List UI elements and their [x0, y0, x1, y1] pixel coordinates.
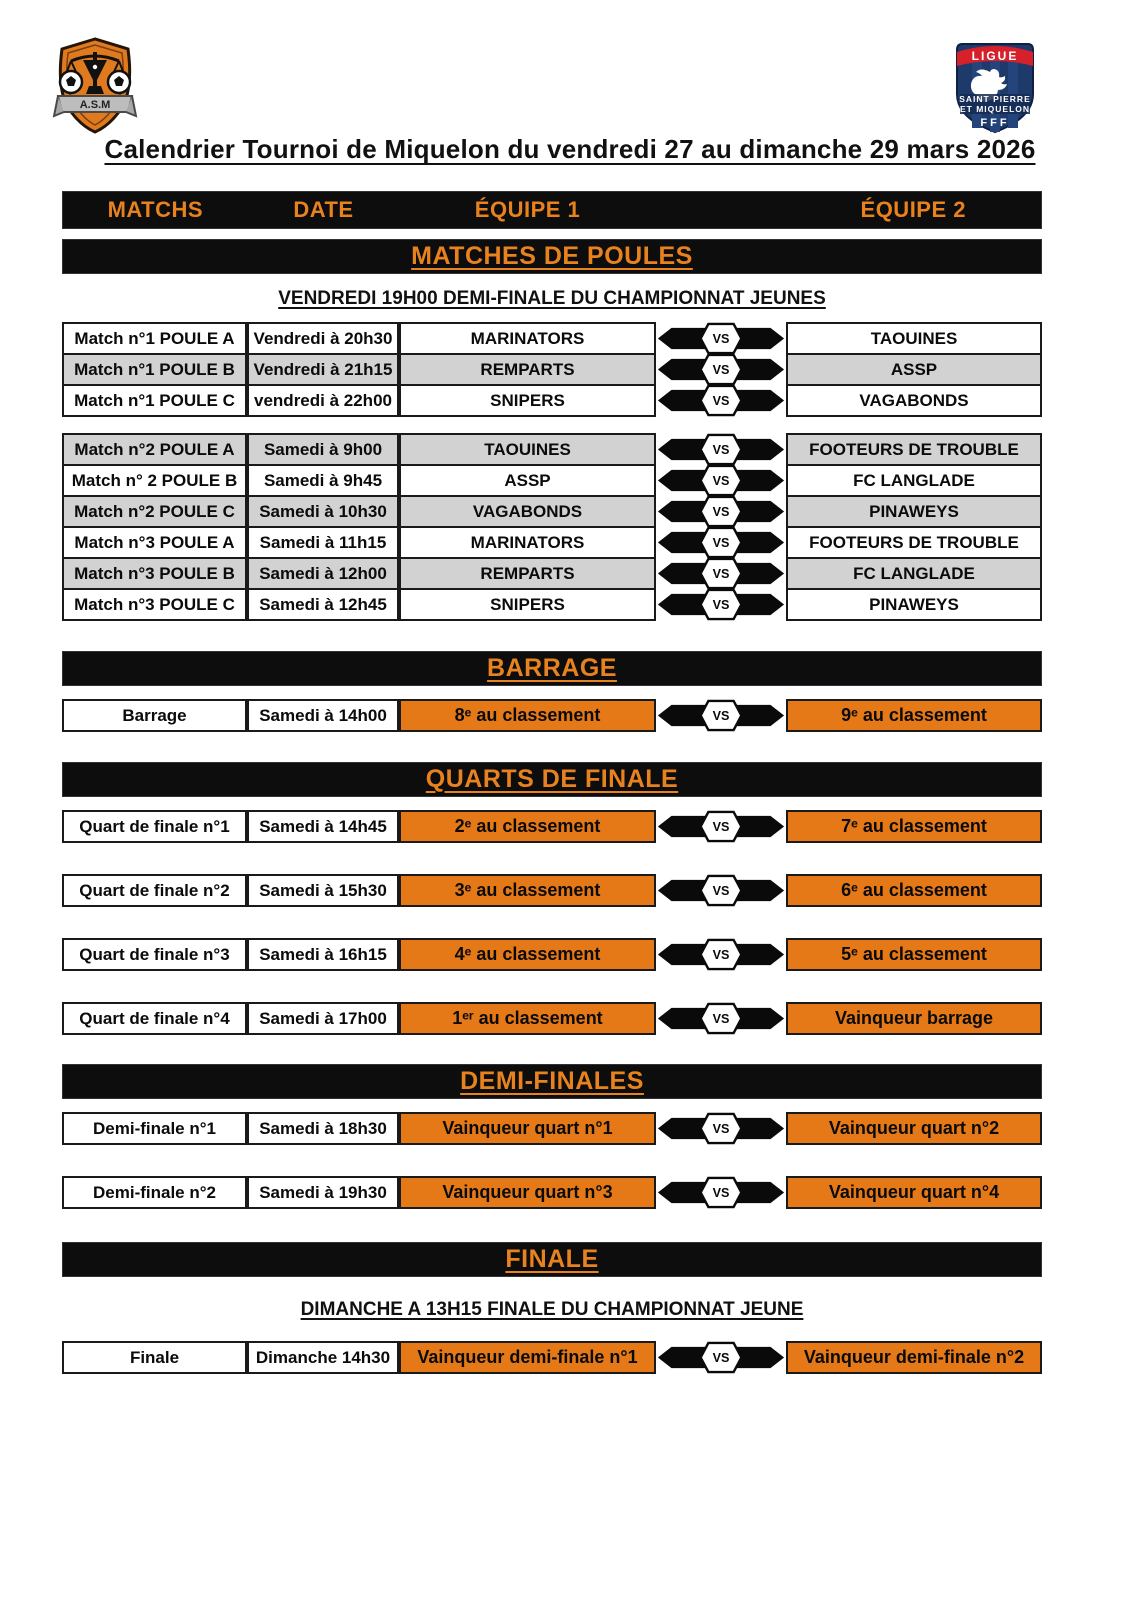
- vs-badge: [656, 1341, 786, 1374]
- match-row: [62, 1112, 1042, 1145]
- asm-banner-label: A.S.M: [79, 99, 111, 111]
- team2-cell: Vainqueur demi-finale n°2: [786, 1341, 1042, 1374]
- section-title-quarts: QUARTS DE FINALE: [425, 765, 679, 793]
- team2-cell: ASSP: [786, 353, 1042, 386]
- match-row: [62, 1002, 1042, 1035]
- team2-cell: TAOUINES: [786, 322, 1042, 355]
- svg-text:VS: VS: [712, 883, 730, 898]
- poules-subtitle: VENDREDI 19H00 DEMI-FINALE DU CHAMPIONNAT JEUNES: [278, 288, 826, 309]
- vs-badge: [656, 353, 786, 386]
- match-label-cell: Finale: [62, 1341, 247, 1374]
- match-label-cell: Quart de finale n°2: [62, 874, 247, 907]
- team1-cell: 1ᵉʳ au classement: [399, 1002, 656, 1035]
- date-cell: Samedi à 12h45: [247, 588, 399, 621]
- team1-cell: 8ᵉ au classement: [399, 699, 656, 732]
- date-cell: Samedi à 18h30: [247, 1112, 399, 1145]
- date-cell: vendredi à 22h00: [247, 384, 399, 417]
- team1-cell: REMPARTS: [399, 353, 656, 386]
- match-label-cell: Match n°1 POULE A: [62, 322, 247, 355]
- match-row: [62, 1341, 1042, 1374]
- column-header-matchs: MATCHS: [107, 197, 204, 222]
- svg-text:VS: VS: [712, 331, 730, 346]
- section-bar-finale: [62, 1242, 1042, 1277]
- match-label-cell: Match n°1 POULE C: [62, 384, 247, 417]
- section-bar-quarts: [62, 762, 1042, 797]
- match-label-cell: Demi-finale n°2: [62, 1176, 247, 1209]
- date-cell: Samedi à 9h00: [247, 433, 399, 466]
- svg-text:VS: VS: [712, 442, 730, 457]
- team2-cell: FC LANGLADE: [786, 464, 1042, 497]
- match-label-cell: Match n°1 POULE B: [62, 353, 247, 386]
- team2-cell: 9ᵉ au classement: [786, 699, 1042, 732]
- section-bar-barrage: [62, 651, 1042, 686]
- poules-group1: [62, 322, 1042, 417]
- team2-cell: 7ᵉ au classement: [786, 810, 1042, 843]
- date-cell: Vendredi à 20h30: [247, 322, 399, 355]
- team2-cell: 5ᵉ au classement: [786, 938, 1042, 971]
- vs-badge: [656, 1176, 786, 1209]
- team1-cell: SNIPERS: [399, 588, 656, 621]
- match-row: [62, 874, 1042, 907]
- spm-line2: ET MIQUELON: [959, 104, 1031, 114]
- vs-badge: [656, 384, 786, 417]
- match-row: [62, 384, 1042, 417]
- date-cell: Samedi à 15h30: [247, 874, 399, 907]
- team2-cell: PINAWEYS: [786, 588, 1042, 621]
- ligue-spm-fff-logo: [950, 36, 1040, 141]
- date-cell: Samedi à 19h30: [247, 1176, 399, 1209]
- date-cell: Dimanche 14h30: [247, 1341, 399, 1374]
- match-label-cell: Quart de finale n°1: [62, 810, 247, 843]
- vs-badge: [656, 1002, 786, 1035]
- vs-badge: [656, 495, 786, 528]
- section-bar-poules: [62, 239, 1042, 274]
- match-row: [62, 526, 1042, 559]
- match-row: [62, 495, 1042, 528]
- date-cell: Samedi à 12h00: [247, 557, 399, 590]
- column-header-date: DATE: [293, 197, 354, 222]
- match-row: [62, 810, 1042, 843]
- match-row: [62, 588, 1042, 621]
- section-bar-demis: [62, 1064, 1042, 1099]
- team1-cell: 4ᵉ au classement: [399, 938, 656, 971]
- date-cell: Samedi à 9h45: [247, 464, 399, 497]
- svg-text:VS: VS: [712, 535, 730, 550]
- spm-line1: SAINT PIERRE: [959, 94, 1031, 104]
- vs-badge: [656, 874, 786, 907]
- vs-badge: [656, 322, 786, 355]
- date-cell: Samedi à 11h15: [247, 526, 399, 559]
- match-label-cell: Demi-finale n°1: [62, 1112, 247, 1145]
- asm-crest-icon: [52, 36, 138, 136]
- table-header-bar: [62, 191, 1042, 229]
- match-label-cell: Match n°3 POULE B: [62, 557, 247, 590]
- svg-text:VS: VS: [712, 362, 730, 377]
- svg-text:VS: VS: [712, 473, 730, 488]
- team2-cell: Vainqueur barrage: [786, 1002, 1042, 1035]
- team2-cell: PINAWEYS: [786, 495, 1042, 528]
- svg-text:VS: VS: [712, 1011, 730, 1026]
- match-label-cell: Match n°3 POULE A: [62, 526, 247, 559]
- match-label-cell: Match n°2 POULE A: [62, 433, 247, 466]
- date-cell: Samedi à 17h00: [247, 1002, 399, 1035]
- match-row: [62, 464, 1042, 497]
- team1-cell: Vainqueur quart n°3: [399, 1176, 656, 1209]
- svg-text:VS: VS: [712, 566, 730, 581]
- match-row: [62, 1176, 1042, 1209]
- fff-label: FFF: [980, 117, 1010, 129]
- date-cell: Vendredi à 21h15: [247, 353, 399, 386]
- svg-text:VS: VS: [712, 1350, 730, 1365]
- column-header-equipe2: ÉQUIPE 2: [860, 197, 966, 222]
- match-label-cell: Quart de finale n°4: [62, 1002, 247, 1035]
- team1-cell: Vainqueur quart n°1: [399, 1112, 656, 1145]
- team1-cell: Vainqueur demi-finale n°1: [399, 1341, 656, 1374]
- svg-text:VS: VS: [712, 1185, 730, 1200]
- team2-cell: 6ᵉ au classement: [786, 874, 1042, 907]
- team1-cell: REMPARTS: [399, 557, 656, 590]
- team1-cell: TAOUINES: [399, 433, 656, 466]
- vs-badge: [656, 699, 786, 732]
- team2-cell: Vainqueur quart n°4: [786, 1176, 1042, 1209]
- column-header-equipe1: ÉQUIPE 1: [474, 197, 581, 222]
- team1-cell: 3ᵉ au classement: [399, 874, 656, 907]
- match-row: [62, 938, 1042, 971]
- match-row: [62, 322, 1042, 355]
- match-row: [62, 557, 1042, 590]
- team1-cell: VAGABONDS: [399, 495, 656, 528]
- asm-club-crest: [52, 36, 138, 141]
- date-cell: Samedi à 14h00: [247, 699, 399, 732]
- vs-badge: [656, 1112, 786, 1145]
- match-label-cell: Match n°3 POULE C: [62, 588, 247, 621]
- svg-text:VS: VS: [712, 504, 730, 519]
- team2-cell: FOOTEURS DE TROUBLE: [786, 433, 1042, 466]
- vs-badge: [656, 557, 786, 590]
- ligue-label: LIGUE: [971, 49, 1019, 63]
- team1-cell: SNIPERS: [399, 384, 656, 417]
- match-row: [62, 353, 1042, 386]
- team2-cell: FC LANGLADE: [786, 557, 1042, 590]
- calendar-sheet: [62, 191, 1042, 1374]
- team1-cell: 2ᵉ au classement: [399, 810, 656, 843]
- match-row: [62, 433, 1042, 466]
- match-label-cell: Match n°2 POULE C: [62, 495, 247, 528]
- page-title: Calendrier Tournoi de Miquelon du vendredi 27 au dimanche 29 mars 2026: [104, 134, 1036, 164]
- team1-cell: ASSP: [399, 464, 656, 497]
- team2-cell: Vainqueur quart n°2: [786, 1112, 1042, 1145]
- finale-subtitle: DIMANCHE A 13H15 FINALE DU CHAMPIONNAT JEUNE: [300, 1299, 804, 1320]
- team1-cell: MARINATORS: [399, 526, 656, 559]
- svg-text:VS: VS: [712, 393, 730, 408]
- team2-cell: FOOTEURS DE TROUBLE: [786, 526, 1042, 559]
- vs-badge: [656, 464, 786, 497]
- vs-badge: [656, 433, 786, 466]
- vs-badge: [656, 938, 786, 971]
- team2-cell: VAGABONDS: [786, 384, 1042, 417]
- team1-cell: MARINATORS: [399, 322, 656, 355]
- svg-text:VS: VS: [712, 819, 730, 834]
- svg-text:VS: VS: [712, 708, 730, 723]
- svg-text:VS: VS: [712, 1121, 730, 1136]
- date-cell: Samedi à 16h15: [247, 938, 399, 971]
- svg-text:VS: VS: [712, 947, 730, 962]
- section-title-demis: DEMI-FINALES: [460, 1067, 644, 1095]
- match-label-cell: Match n° 2 POULE B: [62, 464, 247, 497]
- section-title-barrage: BARRAGE: [487, 654, 617, 682]
- match-label-cell: Quart de finale n°3: [62, 938, 247, 971]
- vs-badge: [656, 810, 786, 843]
- vs-badge: [656, 588, 786, 621]
- svg-text:VS: VS: [712, 597, 730, 612]
- poules-group2: [62, 433, 1042, 621]
- match-row: [62, 699, 1042, 732]
- section-title-finale: FINALE: [505, 1245, 599, 1273]
- date-cell: Samedi à 10h30: [247, 495, 399, 528]
- vs-badge: [656, 526, 786, 559]
- match-label-cell: Barrage: [62, 699, 247, 732]
- section-title-poules: MATCHES DE POULES: [411, 242, 693, 270]
- ligue-shield-icon: [950, 36, 1040, 136]
- date-cell: Samedi à 14h45: [247, 810, 399, 843]
